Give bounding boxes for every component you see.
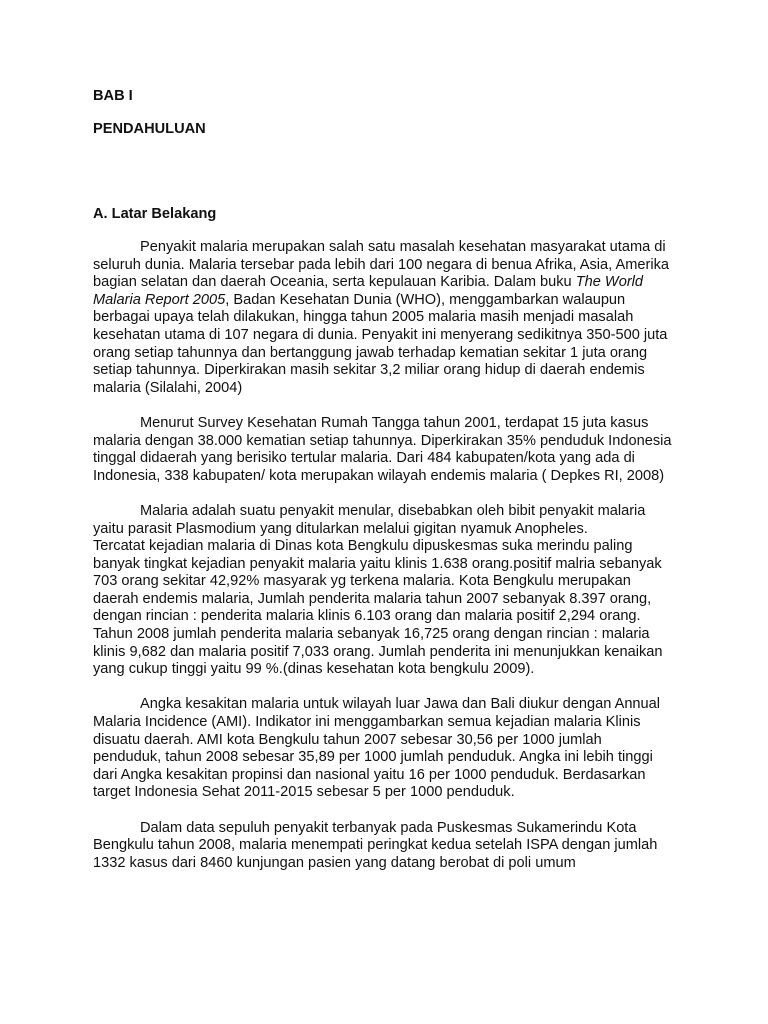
chapter-title: PENDAHULUAN	[93, 121, 206, 137]
body-text	[93, 239, 673, 890]
paragraph-5: Angka kesakitan malaria untuk wilayah luar Jawa dan Bali diukur dengan Annual Malaria Incidence (AMI). Indikator ini menggambarkan semua kejadian malaria Klinis disuatu daerah. AMI kota Bengkulu tahun 2007 sebesar 30,56 per 1000 jumlah penduduk, tahun 2008 sebesar 35,89 per 1000 jumlah penduduk. Angka ini lebih tinggi dari Angka kesakitan propinsi dan nasional yaitu 16 per 1000 penduduk. Berdasarkan target Indonesia Sehat 2011-2015 sebesar 5 per 1000 penduduk.	[93, 696, 661, 801]
paragraph-1-end: , Badan Kesehatan Dunia (WHO), menggambarkan walaupun berbagai upaya telah dilakukan, hingga tahun 2005 malaria masih menjadi masalah kesehatan utama di 107 negara di dunia. Penyakit ini menyerang sedikitnya 350-500 juta orang setiap tahunnya dan bertanggung jawab terhadap kematian sekitar 1 juta orang setiap tahunnya. Diperkirakan masih sekitar 3,2 miliar orang hidup di daerah endemis malaria (Silalahi, 2004)	[93, 291, 668, 396]
paragraph-4: Tercatat kejadian malaria di Dinas kota Bengkulu dipuskesmas suka merindu paling banyak tingkat kejadian penyakit malaria yaitu klinis 1.638 orang.positif malria sebanyak 703 orang sekitar 42,92% masyarak yg terkena malaria. Kota Bengkulu merupakan daerah endemis malaria, Jumlah penderita malaria tahun 2007 sebanyak 8.397 orang, dengan rincian : penderita malaria klinis 6.103 orang dan malaria positif 2,294 orang. Tahun 2008 jumlah penderita malaria sebanyak 16,725 orang dengan rincian : malaria klinis 9,682 dan malaria positif 7,033 orang. Jumlah penderita ini menunjukkan kenaikan yang cukup tinggi yaitu 99 %.(dinas kesehatan kota bengkulu 2009).	[93, 538, 663, 678]
paragraph-1-start: Penyakit malaria merupakan salah satu masalah kesehatan masyarakat utama di seluruh dunia. Malaria tersebar pada lebih dari 100 negara di benua Afrika, Asia, Amerika bagian selatan dan daerah Oceania, serta kepulauan Karibia. Dalam buku	[93, 239, 669, 291]
paragraph-1	[93, 239, 673, 397]
chapter-number: BAB I	[93, 88, 133, 104]
section-heading: A. Latar Belakang	[93, 206, 217, 222]
book-title: The World Malaria Report 2005	[93, 274, 644, 308]
paragraph-3: Malaria adalah suatu penyakit menular, disebabkan oleh bibit penyakit malaria yaitu parasit Plasmodium yang ditularkan melalui gigitan nyamuk Anopheles.	[93, 502, 646, 537]
paragraph-6: Dalam data sepuluh penyakit terbanyak pada Puskesmas Sukamerindu Kota Bengkulu tahun 2008, malaria menempati peringkat kedua setelah ISPA dengan jumlah 1332 kasus dari 8460 kunjungan pasien yang datang berobat di poli umum	[93, 819, 658, 871]
paragraph-2: Menurut Survey Kesehatan Rumah Tangga tahun 2001, terdapat 15 juta kasus malaria dengan 38.000 kematian setiap tahunnya. Diperkirakan 35% penduduk Indonesia tinggal didaerah yang berisiko tertular malaria. Dari 484 kabupaten/kota yang ada di Indonesia, 338 kabupaten/ kota merupakan wilayah endemis malaria ( Depkes RI, 2008)	[93, 414, 672, 484]
